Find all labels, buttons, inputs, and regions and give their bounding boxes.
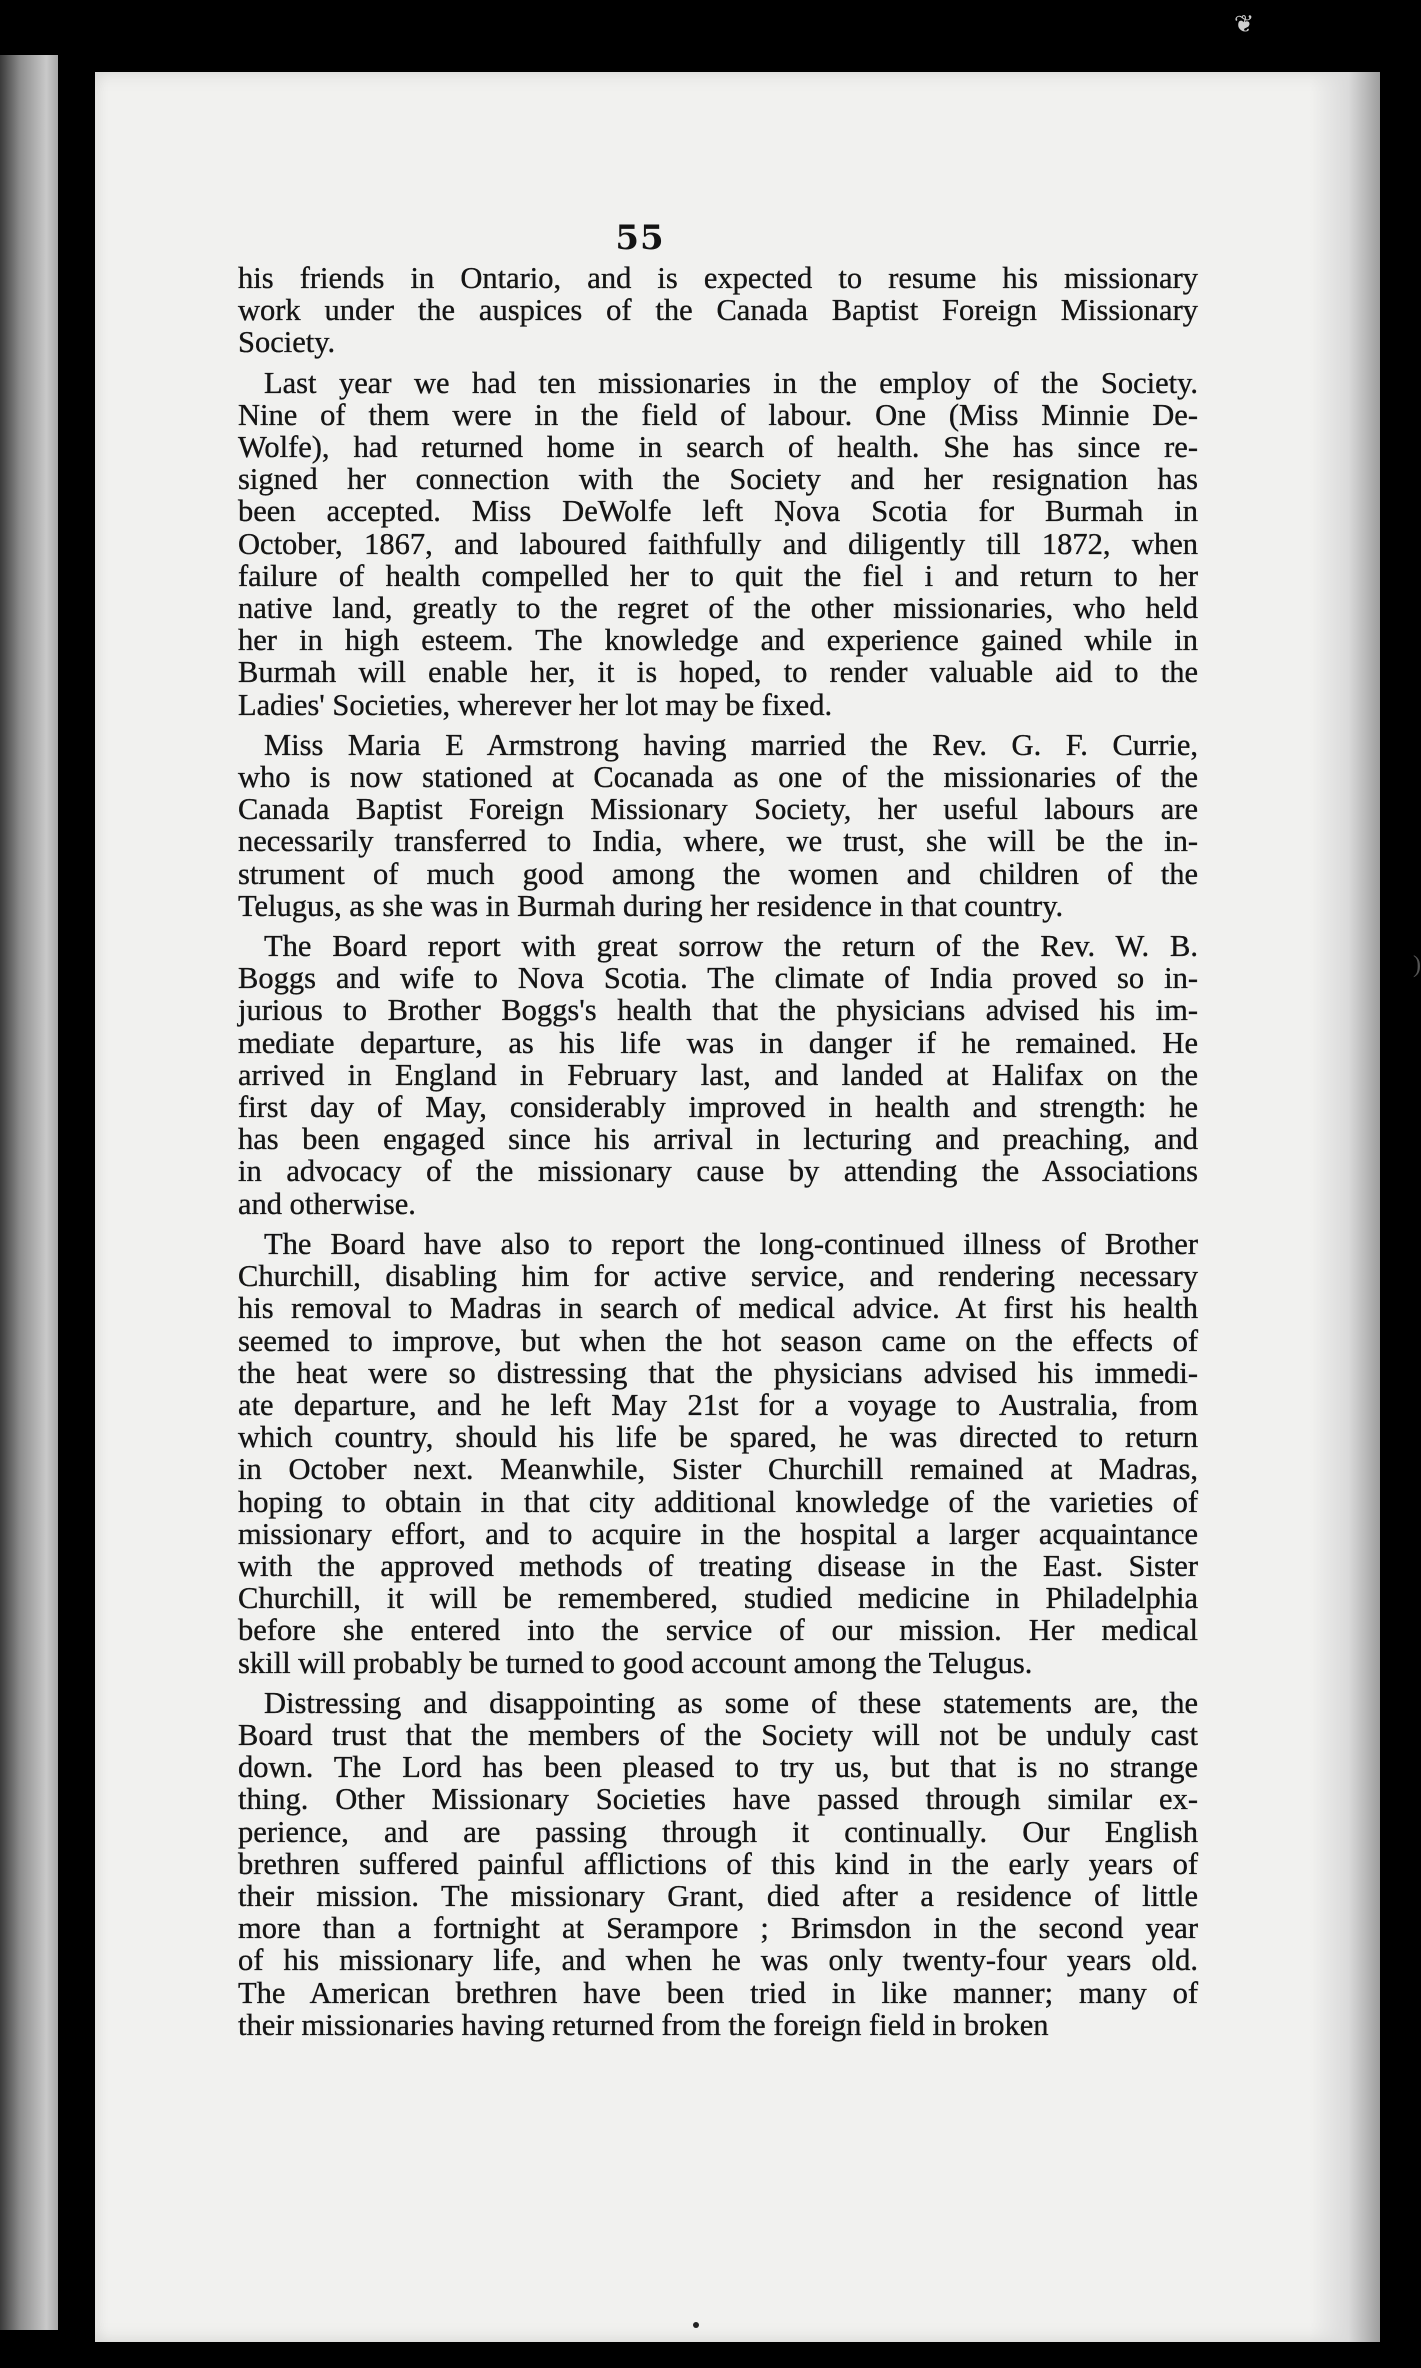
text-line: which country, should his life be spared, he was directed to return [238, 1420, 1198, 1455]
text-line: Telugus, as she was in Burmah during her residence in that country. [238, 888, 1064, 923]
page-edge-shadow [1310, 72, 1380, 2342]
text-line: Ladies' Societies, wherever her lot may be fixed. [238, 687, 833, 722]
text-line: of his missionary life, and when he was only twenty-four years old. [238, 1943, 1198, 1978]
text-line: their missionaries having returned from the foreign field in broken [238, 2007, 1049, 2042]
body-text [238, 262, 1198, 2049]
text-line: brethren suffered painful afflictions of this kind in the early years of [238, 1846, 1198, 1881]
text-line: necessarily transferred to India, where, we trust, she will be the in- [238, 824, 1198, 859]
corner-ornament: ❦ [1234, 10, 1255, 38]
text-line: October, 1867, and laboured faithfully and diligently till 1872, when [238, 526, 1198, 561]
text-line: perience, and are passing through it continually. Our English [238, 1814, 1198, 1849]
text-line: ate departure, and he left May 21st for a voyage to Australia, from [238, 1387, 1198, 1422]
paragraph [238, 262, 1198, 359]
text-line: her in high esteem. The knowledge and experience gained while in [238, 623, 1198, 658]
text-line: with the approved methods of treating disease in the East. Sister [238, 1548, 1198, 1583]
text-line: Canada Baptist Foreign Missionary Society, her useful labours are [238, 792, 1198, 827]
text-line: Nine of them were in the field of labour. One (Miss Minnie De- [238, 397, 1198, 432]
text-line: strument of much good among the women and children of the [238, 856, 1198, 891]
text-line: arrived in England in February last, and landed at Halifax on the [238, 1057, 1198, 1092]
text-line: work under the auspices of the Canada Baptist Foreign Missionary [238, 293, 1198, 328]
text-line: The Board report with great sorrow the return of the Rev. W. B. [264, 929, 1198, 964]
text-line: jurious to Brother Boggs's health that the physicians advised his im- [238, 993, 1198, 1028]
text-line: Churchill, disabling him for active service, and rendering necessary [238, 1259, 1198, 1294]
page-number: 55 [615, 218, 665, 258]
text-line: The American brethren have been tried in like manner; many of [238, 1975, 1198, 2010]
text-line: the heat were so distressing that the physicians advised his immedi- [238, 1355, 1198, 1390]
text-line: his removal to Madras in search of medical advice. At first his health [238, 1291, 1198, 1326]
text-line: Board trust that the members of the Society will not be unduly cast [238, 1717, 1198, 1752]
text-line: down. The Lord has been pleased to try us, but that is no strange [238, 1750, 1198, 1785]
facing-page-edge [0, 55, 58, 2330]
paragraph [238, 729, 1198, 922]
text-line: Miss Maria E Armstrong having married the Rev. G. F. Currie, [264, 727, 1198, 762]
text-line: before she entered into the service of our mission. Her medical [238, 1613, 1198, 1648]
text-line: Last year we had ten missionaries in the employ of the Society. [264, 365, 1198, 400]
text-line: and otherwise. [238, 1186, 416, 1221]
text-line: Burmah will enable her, it is hoped, to render valuable aid to the [238, 655, 1198, 690]
paragraph [238, 1228, 1198, 1679]
text-line: The Board have also to report the long-continued illness of Brother [264, 1226, 1198, 1261]
text-line: who is now stationed at Cocanada as one of the missionaries of the [238, 760, 1198, 795]
text-line: Churchill, it will be remembered, studied medicine in Philadelphia [238, 1581, 1198, 1616]
text-line: skill will probably be turned to good account among the Telugus. [238, 1645, 1033, 1680]
paragraph [238, 1687, 1198, 2041]
paragraph [238, 930, 1198, 1220]
text-line: Distressing and disappointing as some of these statements are, the [264, 1685, 1198, 1720]
text-line: in advocacy of the missionary cause by attending the Associations [238, 1154, 1198, 1189]
text-line: Society. [238, 325, 336, 360]
text-line: hoping to obtain in that city additional knowledge of the varieties of [238, 1484, 1198, 1519]
margin-mark: ) [1413, 952, 1421, 978]
bottom-ink-dot [693, 2322, 699, 2328]
text-line: Boggs and wife to Nova Scotia. The climate of India proved so in- [238, 961, 1198, 996]
text-line: seemed to improve, but when the hot season came on the effects of [238, 1323, 1198, 1358]
text-line: their mission. The missionary Grant, died after a residence of little [238, 1878, 1198, 1913]
text-line: native land, greatly to the regret of the other missionaries, who held [238, 591, 1198, 626]
text-line: been accepted. Miss DeWolfe left Nova Scotia for Burmah in [238, 494, 1198, 529]
text-line: signed her connection with the Society and her resignation has [238, 462, 1198, 497]
text-line: more than a fortnight at Serampore ; Brimsdon in the second year [238, 1911, 1198, 1946]
text-line: Wolfe), had returned home in search of health. She has since re- [238, 430, 1198, 465]
text-line: his friends in Ontario, and is expected to resume his missionary [238, 261, 1198, 295]
text-line: failure of health compelled her to quit the fiel i and return to her [238, 558, 1198, 593]
text-line: missionary effort, and to acquire in the hospital a larger acquaintance [238, 1516, 1198, 1551]
text-line: first day of May, considerably improved in health and strength: he [238, 1090, 1198, 1125]
paragraph [238, 367, 1198, 721]
text-line: in October next. Meanwhile, Sister Churchill remained at Madras, [238, 1452, 1198, 1487]
text-line: mediate departure, as his life was in danger if he remained. He [238, 1025, 1198, 1060]
text-line: has been engaged since his arrival in lecturing and preaching, and [238, 1122, 1198, 1157]
text-line: thing. Other Missionary Societies have passed through similar ex- [238, 1782, 1198, 1817]
